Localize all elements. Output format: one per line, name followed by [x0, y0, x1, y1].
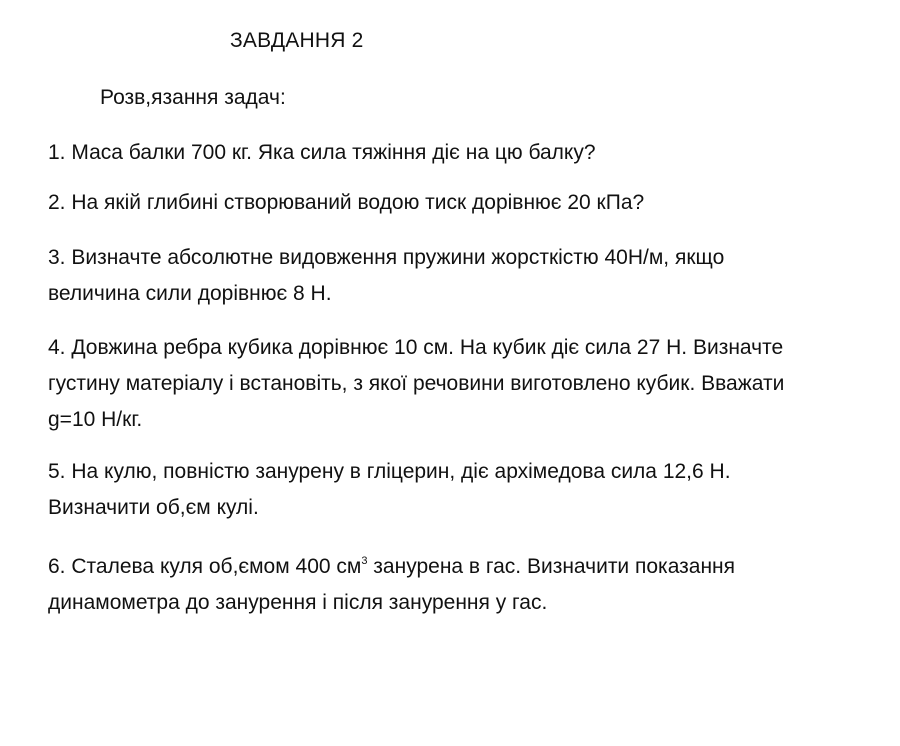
task-4-line-3: g=10 Н/кг.: [48, 408, 143, 431]
task-6-line-1: [48, 543, 878, 585]
task-4-line-2: густину матеріалу і встановіть, з якої речовини виготовлено кубик. Вважати: [48, 372, 785, 395]
task-3: [48, 240, 878, 312]
task-5-line-1: 5. На кулю, повністю занурену в гліцерин, діє архімедова сила 12,6 Н.: [48, 460, 731, 483]
task-2-line-1: 2. На якій глибині створюваний водою тиск дорівнює 20 кПа?: [48, 191, 645, 214]
task-4-line-1: 4. Довжина ребра кубика дорівнює 10 см. На кубик діє сила 27 Н. Визначте: [48, 336, 784, 359]
task-4: [48, 330, 878, 438]
task-5: [48, 454, 878, 526]
task-1-line-1: 1. Маса балки 700 кг. Яка сила тяжіння діє на цю балку?: [48, 141, 596, 164]
task-6-line-1-text-a: 6. Сталева куля об,ємом 400 см: [48, 555, 362, 578]
task-6-line-2: динамометра до занурення і після занурення у гас.: [48, 591, 548, 614]
task-5-line-2: Визначити об,єм кулі.: [48, 496, 259, 519]
document-subtitle: Розв,язання задач:: [100, 86, 286, 109]
task-3-line-2: величина сили дорівнює 8 Н.: [48, 282, 332, 305]
task-6: [48, 543, 878, 621]
task-3-line-1: 3. Визначте абсолютне видовження пружини жорсткістю 40Н/м, якщо: [48, 246, 725, 269]
task-6-superscript: 3: [361, 555, 368, 567]
document-title: ЗАВДАННЯ 2: [230, 29, 364, 52]
task-6-line-1-text-b: занурена в гас. Визначити показання: [367, 555, 736, 578]
task-2: [48, 185, 878, 221]
task-1: [48, 135, 878, 171]
